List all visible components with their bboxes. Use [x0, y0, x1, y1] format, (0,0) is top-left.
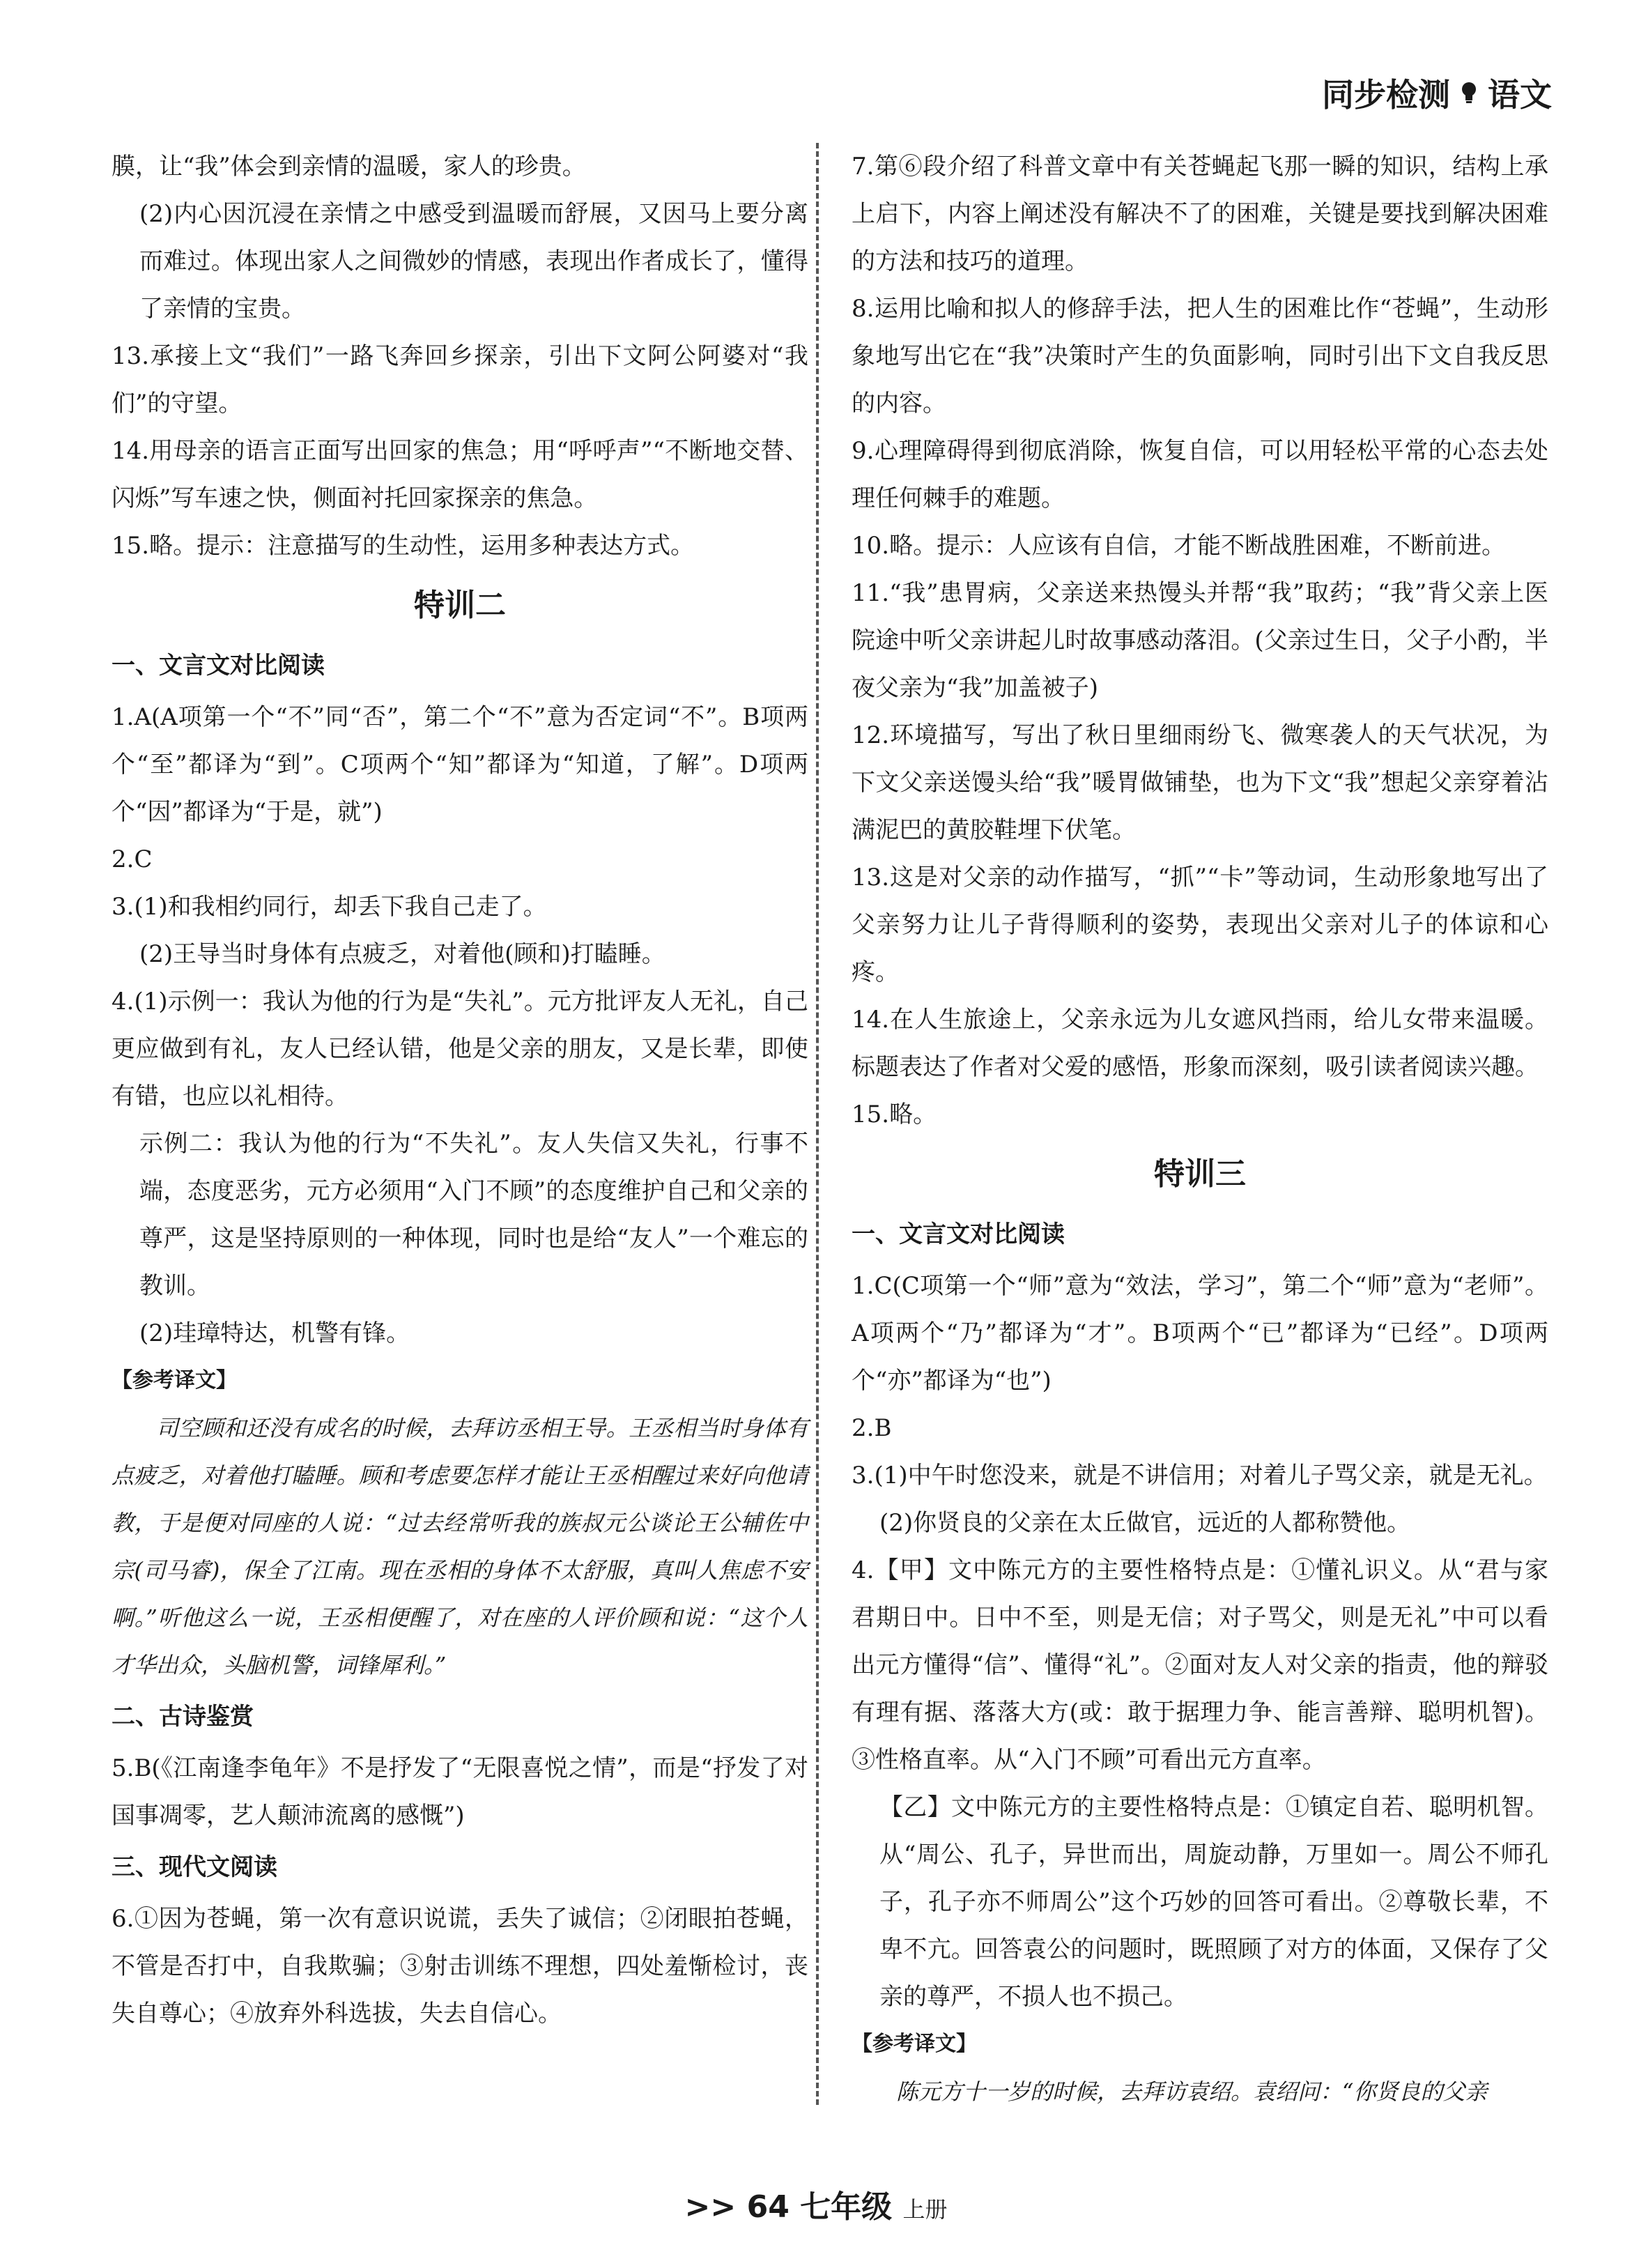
- answer-item: 12.环境描写，写出了秋日里细雨纷飞、微寒袭人的天气状况，为下文父亲送馒头给“我”暖胃做铺垫，也为下文“我”想起父亲穿着沾满泥巴的黄胶鞋埋下伏笔。: [852, 721, 1548, 844]
- section-title: 特训二: [414, 588, 506, 623]
- answer-item: 2.B: [852, 1414, 892, 1442]
- reference-translation-label: 【参考译文】: [852, 2032, 977, 2056]
- reference-translation-label: 【参考译文】: [111, 1368, 237, 1393]
- answer-item: 13.这是对父亲的动作描写，“抓”“卡”等动词，生动形象地写出了父亲努力让儿子背得顺利的姿势，表现出父亲对儿子的体谅和心疼。: [852, 864, 1548, 986]
- left-column: [111, 143, 808, 2037]
- section-heading: 一、文言文对比阅读: [111, 652, 325, 680]
- answer-item: 15.略。提示：注意描写的生动性，运用多种表达方式。: [111, 532, 695, 560]
- page-header: [1322, 70, 1552, 116]
- answer-subitem: (2)你贤良的父亲在太丘做官，远近的人都称赞他。: [879, 1509, 1411, 1537]
- answer-item: 1.A(A项第一个“不”同“否”，第二个“不”意为否定词“不”。B项两个“至”都译为“到”。C项两个“知”都译为“知道，了解”。D项两个“因”都译为“于是，就”): [111, 703, 808, 826]
- answer-item: 1.C(C项第一个“师”意为“效法，学习”，第二个“师”意为“老师”。A项两个“乃”都译为“才”。B项两个“已”都译为“已经”。D项两个“亦”都译为“也”): [852, 1272, 1548, 1395]
- answer-item: 3.(1)中午时您没来，就是不讲信用；对着儿子骂父亲，就是无礼。: [852, 1462, 1548, 1489]
- section-title: 特训三: [1154, 1156, 1246, 1192]
- answer-subitem: (2)内心因沉浸在亲情之中感受到温暖而舒展，又因马上要分离而难过。体现出家人之间微妙的情感，表现出作者成长了，懂得了亲情的宝贵。: [139, 200, 808, 323]
- answer-subitem: 【乙】文中陈元方的主要性格特点是：①镇定自若、聪明机智。从“周公、孔子，异世而出，周旋动静，万里如一。周公不师孔子，孔子亦不师周公”这个巧妙的回答可看出。②尊敬长辈，不卑不亢。回答袁公的问题时，既照顾了对方的体面，又保存了父亲的尊严，不损人也不损己。: [879, 1793, 1548, 2011]
- page-arrow: >>: [684, 2189, 737, 2225]
- subject-label: 语文: [1488, 76, 1552, 114]
- book-title: 同步检测: [1322, 76, 1450, 114]
- page-footer: [0, 2182, 1632, 2226]
- reference-translation: 司空顾和还没有成名的时候，去拜访丞相王导。王丞相当时身体有点疲乏，对着他打瞌睡。顾和考虑要怎样才能让王丞相醒过来好向他请教，于是便对同座的人说：“过去经常听我的族叔元公谈论王公辅佐中宗(司马睿)，保全了江南。现在丞相的身体不太舒服，真叫人焦虑不安啊。”听他这么一说，王丞相便醒了，对在座的人评价顾和说：“这个人才华出众，头脑机警，词锋犀利。”: [111, 1415, 808, 1678]
- lightbulb-icon: [1460, 81, 1478, 105]
- answer-subitem: 示例二：我认为他的行为“不失礼”。友人失信又失礼，行事不端，态度恶劣，元方必须用“入门不顾”的态度维护自己和父亲的尊严，这是坚持原则的一种体现，同时也是给“友人”一个难忘的教训。: [139, 1130, 808, 1300]
- answer-item: 11.“我”患胃病，父亲送来热馒头并帮“我”取药；“我”背父亲上医院途中听父亲讲起儿时故事感动落泪。(父亲过生日，父子小酌，半夜父亲为“我”加盖被子): [852, 579, 1548, 702]
- answer-item: 2.C: [111, 845, 153, 873]
- right-column: [852, 143, 1548, 2115]
- reference-translation: 陈元方十一岁的时候，去拜访袁绍。袁绍问：“你贤良的父亲: [896, 2078, 1488, 2105]
- answer-item: 4.【甲】文中陈元方的主要性格特点是：①懂礼识义。从“君与家君期日中。日中不至，则是无信；对子骂父，则是无礼”中可以看出元方懂得“信”、懂得“礼”。②面对友人对父亲的指责，他的辩驳有理有据、落落大方(或：敢于据理力争、能言善辩、聪明机智)。③性格直率。从“入门不顾”可看出元方直率。: [852, 1556, 1548, 1774]
- answer-item: 7.第⑥段介绍了科普文章中有关苍蝇起飞那一瞬的知识，结构上承上启下，内容上阐述没有解决不了的困难，关键是要找到解决困难的方法和技巧的道理。: [852, 153, 1548, 275]
- answer-item: 10.略。提示：人应该有自信，才能不断战胜困难，不断前进。: [852, 532, 1506, 560]
- answer-item: 14.用母亲的语言正面写出回家的焦急；用“呼呼声”“不断地交替、闪烁”写车速之快，侧面衬托回家探亲的焦急。: [111, 437, 808, 512]
- grade-label: 七年级: [800, 2189, 893, 2225]
- volume-label: 上册: [902, 2196, 948, 2223]
- section-heading: 三、现代文阅读: [111, 1853, 277, 1881]
- answer-item: 14.在人生旅途上，父亲永远为儿女遮风挡雨，给儿女带来温暖。标题表达了作者对父爱的感悟，形象而深刻，吸引读者阅读兴趣。: [852, 1006, 1548, 1081]
- answer-item: 9.心理障碍得到彻底消除，恢复自信，可以用轻松平常的心态去处理任何棘手的难题。: [852, 437, 1548, 512]
- answer-subitem: (2)珪璋特达，机警有锋。: [139, 1319, 410, 1347]
- page-number: 64: [746, 2189, 790, 2225]
- answer-item: 4.(1)示例一：我认为他的行为是“失礼”。元方批评友人无礼，自己更应做到有礼，友人已经认错，他是父亲的朋友，又是长辈，即使有错，也应以礼相待。: [111, 988, 808, 1110]
- answer-item: 6.①因为苍蝇，第一次有意识说谎，丢失了诚信；②闭眼拍苍蝇，不管是否打中，自我欺骗；③射击训练不理想，四处羞惭检讨，丧失自尊心；④放弃外科选拔，失去自信心。: [111, 1905, 808, 2028]
- section-heading: 一、文言文对比阅读: [852, 1220, 1065, 1248]
- answer-item: 15.略。: [852, 1101, 937, 1128]
- answer-item: 3.(1)和我相约同行，却丢下我自己走了。: [111, 893, 547, 921]
- section-heading: 二、古诗鉴赏: [111, 1703, 254, 1731]
- column-divider: [816, 143, 819, 2105]
- answer-item: 5.B(《江南逢李龟年》不是抒发了“无限喜悦之情”，而是“抒发了对国事凋零，艺人颠沛流离的感慨”): [111, 1754, 808, 1830]
- answer-item: 13.承接上文“我们”一路飞奔回乡探亲，引出下文阿公阿婆对“我们”的守望。: [111, 342, 808, 417]
- answer-item: 8.运用比喻和拟人的修辞手法，把人生的困难比作“苍蝇”，生动形象地写出它在“我”决策时产生的负面影响，同时引出下文自我反思的内容。: [852, 295, 1548, 417]
- answer-item: 膜，让“我”体会到亲情的温暖，家人的珍贵。: [111, 153, 586, 181]
- answer-subitem: (2)王导当时身体有点疲乏，对着他(顾和)打瞌睡。: [139, 940, 665, 968]
